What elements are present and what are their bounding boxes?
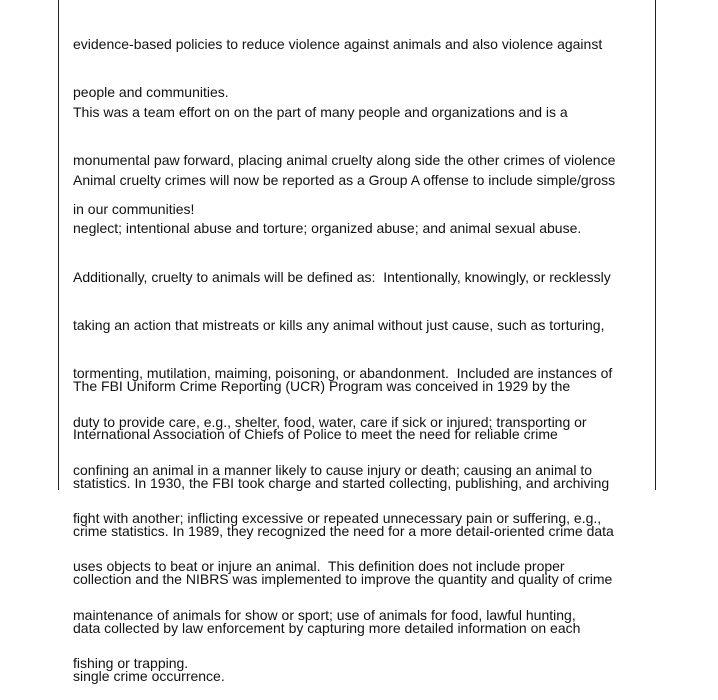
text-line: Additionally, cruelty to animals will be defined as: Intentionally, knowingly, or recklessly [73,268,611,285]
text-line: fishing or trapping. [73,655,189,671]
paragraph-fbi-ucr-history [73,346,655,700]
text-line: confining an animal in a manner likely to cause injury or death; causing an animal to [73,461,593,478]
text-line: crime statistics. In 1989, they recognized the need for a more detail-oriented crime data [73,523,614,540]
text-line: tormenting, mutilation, maiming, poisoning, or abandonment. Included are instances of [73,365,613,382]
text-line: The FBI Uniform Crime Reporting (UCR) Program was conceived in 1929 by the [73,378,571,395]
text-line: evidence-based policies to reduce violence against animals and also violence against [73,36,603,53]
text-line: data collected by law enforcement by capturing more detailed information on each [73,619,581,636]
text-line: neglect; intentional abuse and torture; organized abuse; and animal sexual abuse. [73,220,582,237]
text-line: This was a team effort on on the part of many people and organizations and is a [73,104,568,121]
text-line: people and communities. [73,84,229,101]
text-line: International Association of Chiefs of Police to meet the need for reliable crime [73,426,558,443]
text-line: maintenance of animals for show or sport; use of animals for food, lawful hunting, [73,606,576,623]
text-line: taking an action that mistreats or kills any animal without just cause, such as torturing, [73,317,605,334]
text-line: in our communities! [73,200,195,217]
text-line: duty to provide care, e.g., shelter, food, water, care if sick or injured; transporting or [73,413,587,430]
text-line: Animal cruelty crimes will now be reported as a Group A offense to include simple/gross [73,172,616,189]
text-line: fight with another; inflicting excessive or repeated unnecessary pain or suffering, e.g., [73,510,602,527]
text-line: uses objects to beat or injure an animal. This definition does not include proper [73,558,565,575]
text-line: statistics. In 1930, the FBI took charge and started collecting, publishing, and archiving [73,474,610,491]
text-line: monumental paw forward, placing animal cruelty along side the other crimes of violence [73,152,616,169]
text-line: collection and the NIBRS was implemented to improve the quantity and quality of crime [73,571,613,588]
text-line: single crime occurrence. [73,667,225,684]
